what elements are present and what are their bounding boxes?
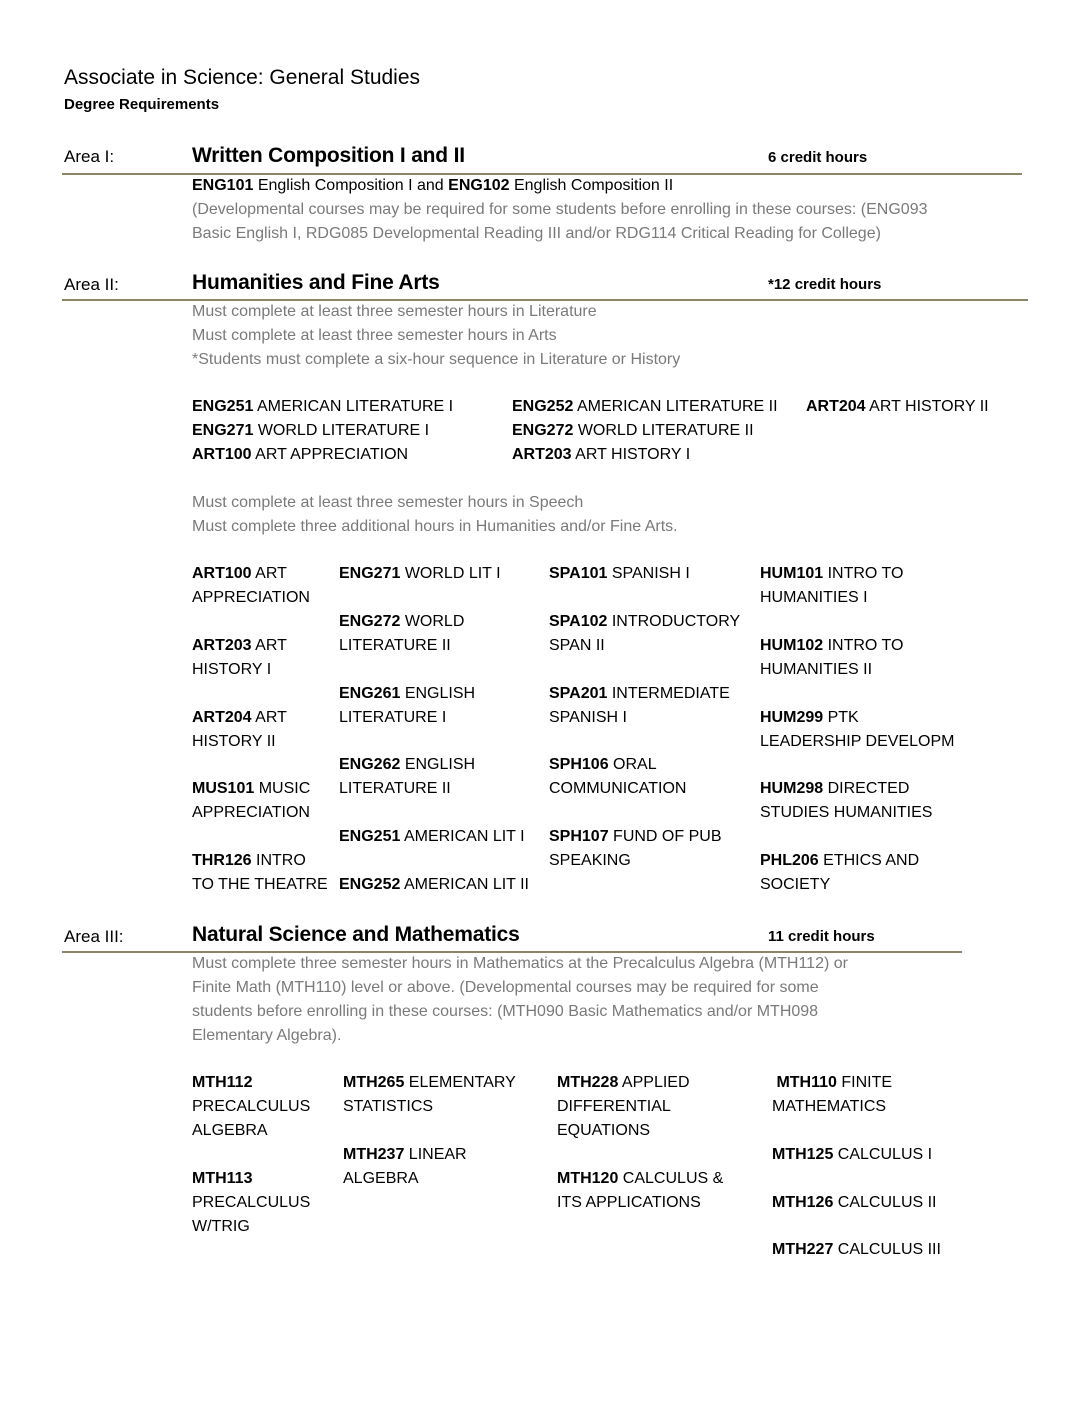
note-line: Basic English I, RDG085 Developmental Reading III and/or RDG114 Critical Reading for College) — [192, 225, 881, 242]
document-subtitle: Degree Requirements — [64, 96, 220, 113]
note-line: Elementary Algebra). — [192, 1027, 342, 1044]
area-3-credits: 11 credit hours — [768, 928, 875, 945]
course-item: MUS101 MUSIC APPRECIATION — [192, 780, 311, 821]
course-item: HUM101 INTRO TO HUMANITIES I — [760, 565, 904, 606]
course-item: HUM298 DIRECTED STUDIES HUMANITIES — [760, 780, 933, 821]
course-item: MTH112 PRECALCULUS ALGEBRA — [192, 1074, 311, 1139]
area-2-notes — [192, 300, 680, 372]
course-item: ENG272 WORLD LITERATURE II — [512, 422, 754, 439]
course-item: SPH107 FUND OF PUB SPEAKING — [549, 828, 722, 869]
area-1-note — [192, 198, 927, 246]
course-name: English Composition II — [509, 177, 674, 194]
course-code: ENG102 — [448, 177, 510, 194]
course-item: MTH237 LINEAR ALGEBRA — [343, 1146, 467, 1187]
course-item: MTH227 CALCULUS III — [772, 1241, 941, 1258]
course-item: ART204 ART HISTORY II — [806, 398, 989, 415]
document-title: Associate in Science: General Studies — [64, 66, 421, 89]
area-1-heading: Written Composition I and II — [192, 144, 465, 167]
course-item: SPA201 INTERMEDIATE SPANISH I — [549, 685, 730, 726]
area-3-label: Area III: — [64, 927, 124, 946]
course-item: ENG262 ENGLISH LITERATURE II — [339, 756, 476, 797]
course-item: ENG271 WORLD LIT I — [339, 565, 501, 582]
course-item: PHL206 ETHICS AND SOCIETY — [760, 852, 920, 893]
note-line: Must complete three additional hours in Humanities and/or Fine Arts. — [192, 518, 678, 535]
course-item: MTH126 CALCULUS II — [772, 1194, 937, 1211]
course-item: ENG251 AMERICAN LIT I — [339, 828, 525, 845]
note-line: (Developmental courses may be required for some students before enrolling in these courses: (ENG093 — [192, 201, 928, 218]
note-line: Must complete at least three semester hours in Arts — [192, 327, 557, 344]
course-item: MTH113 PRECALCULUS W/TRIG — [192, 1170, 311, 1235]
course-item: MTH265 ELEMENTARY STATISTICS — [343, 1074, 516, 1115]
course-item: ENG272 WORLD LITERATURE II — [339, 613, 465, 654]
course-item: ENG261 ENGLISH LITERATURE I — [339, 685, 476, 726]
course-item: ART203 ART HISTORY I — [512, 446, 691, 463]
course-item: ENG271 WORLD LITERATURE I — [192, 422, 430, 439]
area-2-notes-2 — [192, 491, 678, 539]
course-item: MTH120 CALCULUS & ITS APPLICATIONS — [557, 1170, 724, 1211]
course-item: SPA102 INTRODUCTORY SPAN II — [549, 613, 741, 654]
area-3-notes — [192, 952, 848, 1048]
area-1-credits: 6 credit hours — [768, 149, 868, 166]
area-3-heading: Natural Science and Mathematics — [192, 923, 520, 946]
course-item: HUM299 PTK LEADERSHIP DEVELOPM — [760, 709, 955, 750]
course-code: ENG101 — [192, 177, 254, 194]
course-item: ART100 ART APPRECIATION — [192, 565, 310, 606]
area-2-label: Area II: — [64, 275, 119, 294]
course-item: ART100 ART APPRECIATION — [192, 446, 409, 463]
course-item: ENG251 AMERICAN LITERATURE I — [192, 398, 454, 415]
course-item: MTH125 CALCULUS I — [772, 1146, 933, 1163]
course-item: ART203 ART HISTORY I — [192, 637, 287, 678]
note-line: Must complete three semester hours in Mathematics at the Precalculus Algebra (MTH112) or — [192, 955, 848, 972]
area-1-courses — [192, 174, 673, 198]
course-item: ENG252 AMERICAN LIT II — [339, 876, 529, 893]
course-item: MTH228 APPLIED DIFFERENTIAL EQUATIONS — [557, 1074, 690, 1139]
area-2-heading: Humanities and Fine Arts — [192, 271, 440, 294]
note-line: Finite Math (MTH110) level or above. (Developmental courses may be required for some — [192, 979, 819, 996]
note-line: students before enrolling in these courses: (MTH090 Basic Mathematics and/or MTH098 — [192, 1003, 819, 1020]
course-item: HUM102 INTRO TO HUMANITIES II — [760, 637, 904, 678]
area-1-label: Area I: — [64, 147, 115, 166]
note-line: Must complete at least three semester hours in Speech — [192, 494, 584, 511]
course-item: ENG252 AMERICAN LITERATURE II — [512, 398, 778, 415]
note-line: *Students must complete a six-hour sequence in Literature or History — [192, 351, 681, 368]
course-item: MTH110 FINITE MATHEMATICS — [772, 1074, 893, 1115]
course-item: THR126 INTRO TO THE THEATRE — [192, 852, 328, 893]
note-line: Must complete at least three semester hours in Literature — [192, 303, 597, 320]
course-name: English Composition I and — [253, 177, 449, 194]
course-item: ART204 ART HISTORY II — [192, 709, 287, 750]
area-2-credits: *12 credit hours — [768, 276, 882, 293]
course-item: SPA101 SPANISH I — [549, 565, 690, 582]
course-item: SPH106 ORAL COMMUNICATION — [549, 756, 687, 797]
